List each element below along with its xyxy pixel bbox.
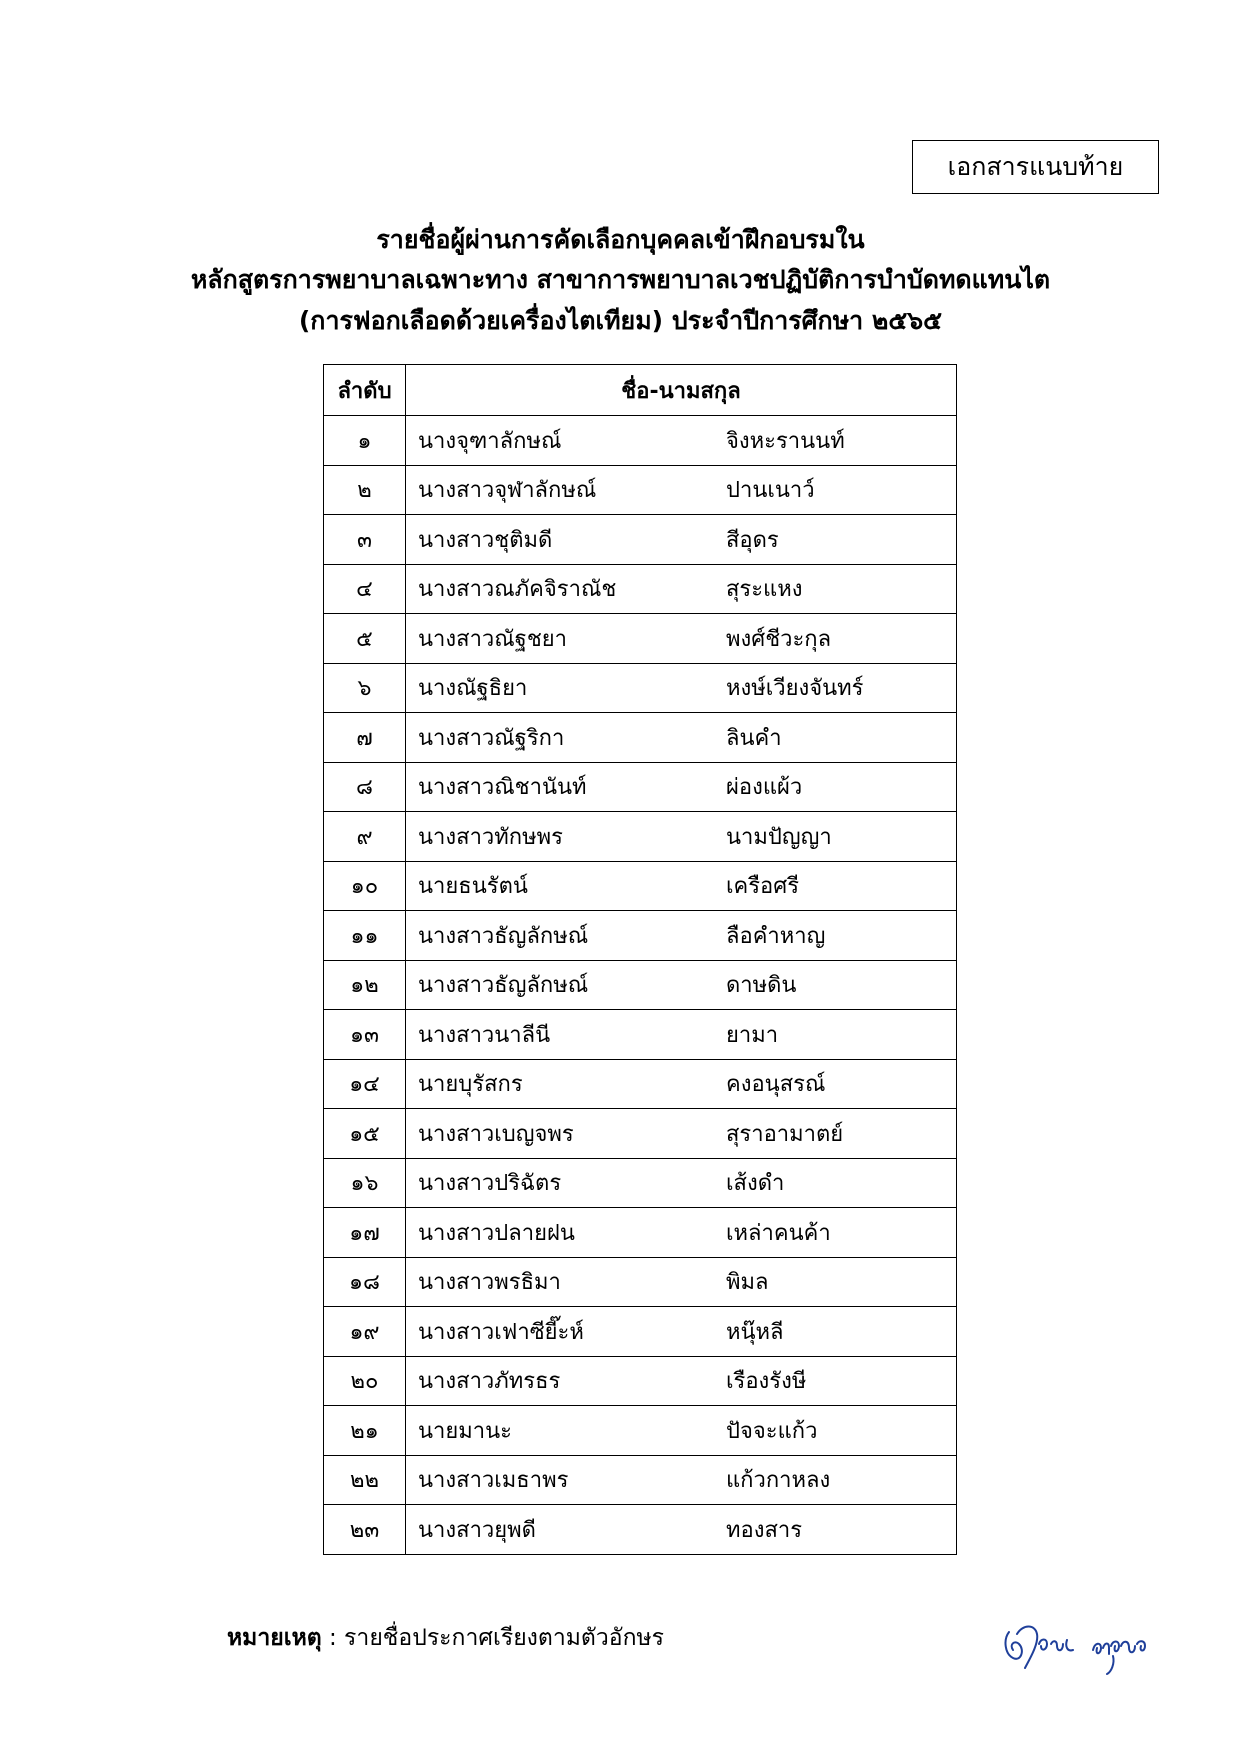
row-number: ๑๕	[324, 1109, 406, 1159]
row-number: ๗	[324, 713, 406, 763]
first-name: นางสาวชุติมดี	[418, 527, 553, 553]
attachment-label-box	[912, 140, 1159, 194]
document-title-line-1: รายชื่อผู้ผ่านการคัดเลือกบุคคลเข้าฝึกอบรมใน	[376, 225, 865, 254]
last-name: หนุ๊หลี	[726, 1319, 784, 1345]
last-name: ยามา	[726, 1022, 779, 1048]
table-row	[324, 465, 957, 515]
full-name-cell	[406, 1010, 957, 1060]
signature-image	[995, 1610, 1155, 1680]
table-row	[324, 762, 957, 812]
first-name: นางสาวนาลีนี	[418, 1022, 551, 1048]
last-name: แก้วกาหลง	[726, 1468, 831, 1494]
row-number: ๑๐	[324, 861, 406, 911]
name-wrapper	[418, 670, 956, 705]
row-number: ๑	[324, 416, 406, 466]
full-name-cell	[406, 1109, 957, 1159]
full-name-cell	[406, 812, 957, 862]
row-number: ๒๒	[324, 1455, 406, 1505]
last-name: ปานเนาว์	[726, 478, 815, 504]
name-wrapper	[418, 868, 956, 903]
name-wrapper	[418, 571, 956, 606]
table-row	[324, 1257, 957, 1307]
name-wrapper	[418, 720, 956, 755]
table-row	[324, 911, 957, 961]
full-name-cell	[406, 663, 957, 713]
row-number: ๘	[324, 762, 406, 812]
table-row	[324, 564, 957, 614]
first-name: นายมานะ	[418, 1418, 512, 1444]
last-name: สุราอามาตย์	[726, 1121, 844, 1147]
table-row	[324, 1455, 957, 1505]
name-wrapper	[418, 423, 956, 458]
last-name: ผ่องแผ้ว	[726, 775, 803, 801]
name-wrapper	[418, 1116, 956, 1151]
table-row	[324, 416, 957, 466]
name-wrapper	[418, 967, 956, 1002]
name-wrapper	[418, 522, 956, 557]
row-number: ๑๔	[324, 1059, 406, 1109]
first-name: นางจุฑาลักษณ์	[418, 428, 562, 454]
full-name-cell	[406, 713, 957, 763]
last-name: ลินคำ	[726, 725, 782, 751]
first-name: นางสาวธัญลักษณ์	[418, 923, 589, 949]
first-name: นางสาวปลายฝน	[418, 1220, 575, 1246]
full-name-cell	[406, 762, 957, 812]
full-name-cell	[406, 1505, 957, 1555]
full-name-cell	[406, 911, 957, 961]
first-name: นางสาวภัทรธร	[418, 1369, 561, 1395]
full-name-cell	[406, 1208, 957, 1258]
last-name: คงอนุสรณ์	[726, 1072, 826, 1098]
last-name: สีอุดร	[726, 527, 779, 553]
row-number: ๒๑	[324, 1406, 406, 1456]
table-row	[324, 614, 957, 664]
first-name: นางสาวยุพดี	[418, 1517, 536, 1543]
table-row	[324, 1010, 957, 1060]
first-name: นางณัฐธิยา	[418, 676, 528, 702]
row-number: ๑๘	[324, 1257, 406, 1307]
full-name-cell	[406, 564, 957, 614]
name-column-header: ชื่อ-นามสกุล	[406, 365, 957, 416]
full-name-cell	[406, 614, 957, 664]
name-wrapper	[418, 1363, 956, 1398]
name-wrapper	[418, 1413, 956, 1448]
first-name: นางสาวจุฬาลักษณ์	[418, 478, 597, 504]
last-name: เหล่าคนค้า	[726, 1220, 831, 1246]
first-name: นายบุรัสกร	[418, 1072, 523, 1098]
first-name: นางสาวเบญจพร	[418, 1121, 574, 1147]
first-name: นางสาวณัฐชยา	[418, 626, 567, 652]
row-number: ๖	[324, 663, 406, 713]
row-number: ๑๑	[324, 911, 406, 961]
table-row	[324, 1109, 957, 1159]
first-name: นางสาวพรธิมา	[418, 1270, 561, 1296]
first-name: นายธนรัตน์	[418, 874, 528, 900]
first-name: นางสาวปริฉัตร	[418, 1171, 562, 1197]
full-name-cell	[406, 515, 957, 565]
table-row	[324, 713, 957, 763]
full-name-cell	[406, 1406, 957, 1456]
document-title-line-2: หลักสูตรการพยาบาลเฉพาะทาง สาขาการพยาบาลเวชปฏิบัติการบำบัดทดแทนไต	[190, 265, 1051, 294]
document-title-line-3: (การฟอกเลือดด้วยเครื่องไตเทียม) ประจำปีการศึกษา ๒๕๖๕	[298, 306, 943, 335]
first-name: นางสาวณิชานันท์	[418, 775, 587, 801]
full-name-cell	[406, 960, 957, 1010]
table-row	[324, 1158, 957, 1208]
last-name: พิมล	[726, 1270, 769, 1296]
name-wrapper	[418, 819, 956, 854]
row-number: ๑๙	[324, 1307, 406, 1357]
last-name: หงษ์เวียงจันทร์	[726, 676, 864, 702]
full-name-cell	[406, 1257, 957, 1307]
row-number: ๑๒	[324, 960, 406, 1010]
first-name: นางสาวณัฐริกา	[418, 725, 565, 751]
name-wrapper	[418, 1066, 956, 1101]
table-row	[324, 1307, 957, 1357]
footnote-label: หมายเหตุ	[227, 1625, 322, 1651]
table-row	[324, 960, 957, 1010]
name-wrapper	[418, 1165, 956, 1200]
table-row	[324, 861, 957, 911]
first-name: นางสาวณภัคจิราณัช	[418, 577, 617, 603]
row-number: ๕	[324, 614, 406, 664]
first-name: นางสาวเมธาพร	[418, 1468, 569, 1494]
last-name: เรืองรังษี	[726, 1369, 807, 1395]
full-name-cell	[406, 1158, 957, 1208]
name-wrapper	[418, 769, 956, 804]
row-number: ๒	[324, 465, 406, 515]
row-number: ๑๖	[324, 1158, 406, 1208]
last-name: พงศ์ชีวะกุล	[726, 626, 832, 652]
first-name: นางสาวเฟาซียี๊ะห์	[418, 1319, 584, 1345]
row-number: ๔	[324, 564, 406, 614]
row-number: ๙	[324, 812, 406, 862]
full-name-cell	[406, 465, 957, 515]
name-wrapper	[418, 1264, 956, 1299]
last-name: เส้งดำ	[726, 1171, 785, 1197]
last-name: ดาษดิน	[726, 973, 797, 999]
name-wrapper	[418, 1512, 956, 1547]
full-name-cell	[406, 1356, 957, 1406]
full-name-cell	[406, 1059, 957, 1109]
first-name: นางสาวทักษพร	[418, 824, 563, 850]
full-name-cell	[406, 861, 957, 911]
name-wrapper	[418, 1314, 956, 1349]
table-row	[324, 1059, 957, 1109]
full-name-cell	[406, 1307, 957, 1357]
last-name: ทองสาร	[726, 1517, 803, 1543]
last-name: ปัจจะแก้ว	[726, 1418, 818, 1444]
row-number: ๓	[324, 515, 406, 565]
name-wrapper	[418, 1017, 956, 1052]
footnote	[227, 1620, 664, 1656]
full-name-cell	[406, 1455, 957, 1505]
table-row	[324, 812, 957, 862]
name-wrapper	[418, 621, 956, 656]
table-row	[324, 1208, 957, 1258]
first-name: นางสาวธัญลักษณ์	[418, 973, 589, 999]
roster-body	[324, 416, 957, 1555]
last-name: สุระแหง	[726, 577, 803, 603]
last-name: เครือศรี	[726, 874, 800, 900]
name-wrapper	[418, 472, 956, 507]
row-number: ๒๐	[324, 1356, 406, 1406]
full-name-cell	[406, 416, 957, 466]
name-wrapper	[418, 1462, 956, 1497]
table-row	[324, 663, 957, 713]
name-wrapper	[418, 918, 956, 953]
roster-table	[323, 364, 957, 1555]
order-column-header: ลำดับ	[324, 365, 406, 416]
footnote-text: : รายชื่อประกาศเรียงตามตัวอักษร	[321, 1625, 665, 1651]
table-header-row	[324, 365, 957, 416]
name-wrapper	[418, 1215, 956, 1250]
table-row	[324, 1505, 957, 1555]
table-row	[324, 1356, 957, 1406]
last-name: จิงหะรานนท์	[726, 428, 845, 454]
table-row	[324, 1406, 957, 1456]
last-name: นามปัญญา	[726, 824, 832, 850]
last-name: ลือคำหาญ	[726, 923, 826, 949]
row-number: ๑๗	[324, 1208, 406, 1258]
table-row	[324, 515, 957, 565]
row-number: ๑๓	[324, 1010, 406, 1060]
attachment-label: เอกสารแนบท้าย	[947, 152, 1124, 181]
row-number: ๒๓	[324, 1505, 406, 1555]
